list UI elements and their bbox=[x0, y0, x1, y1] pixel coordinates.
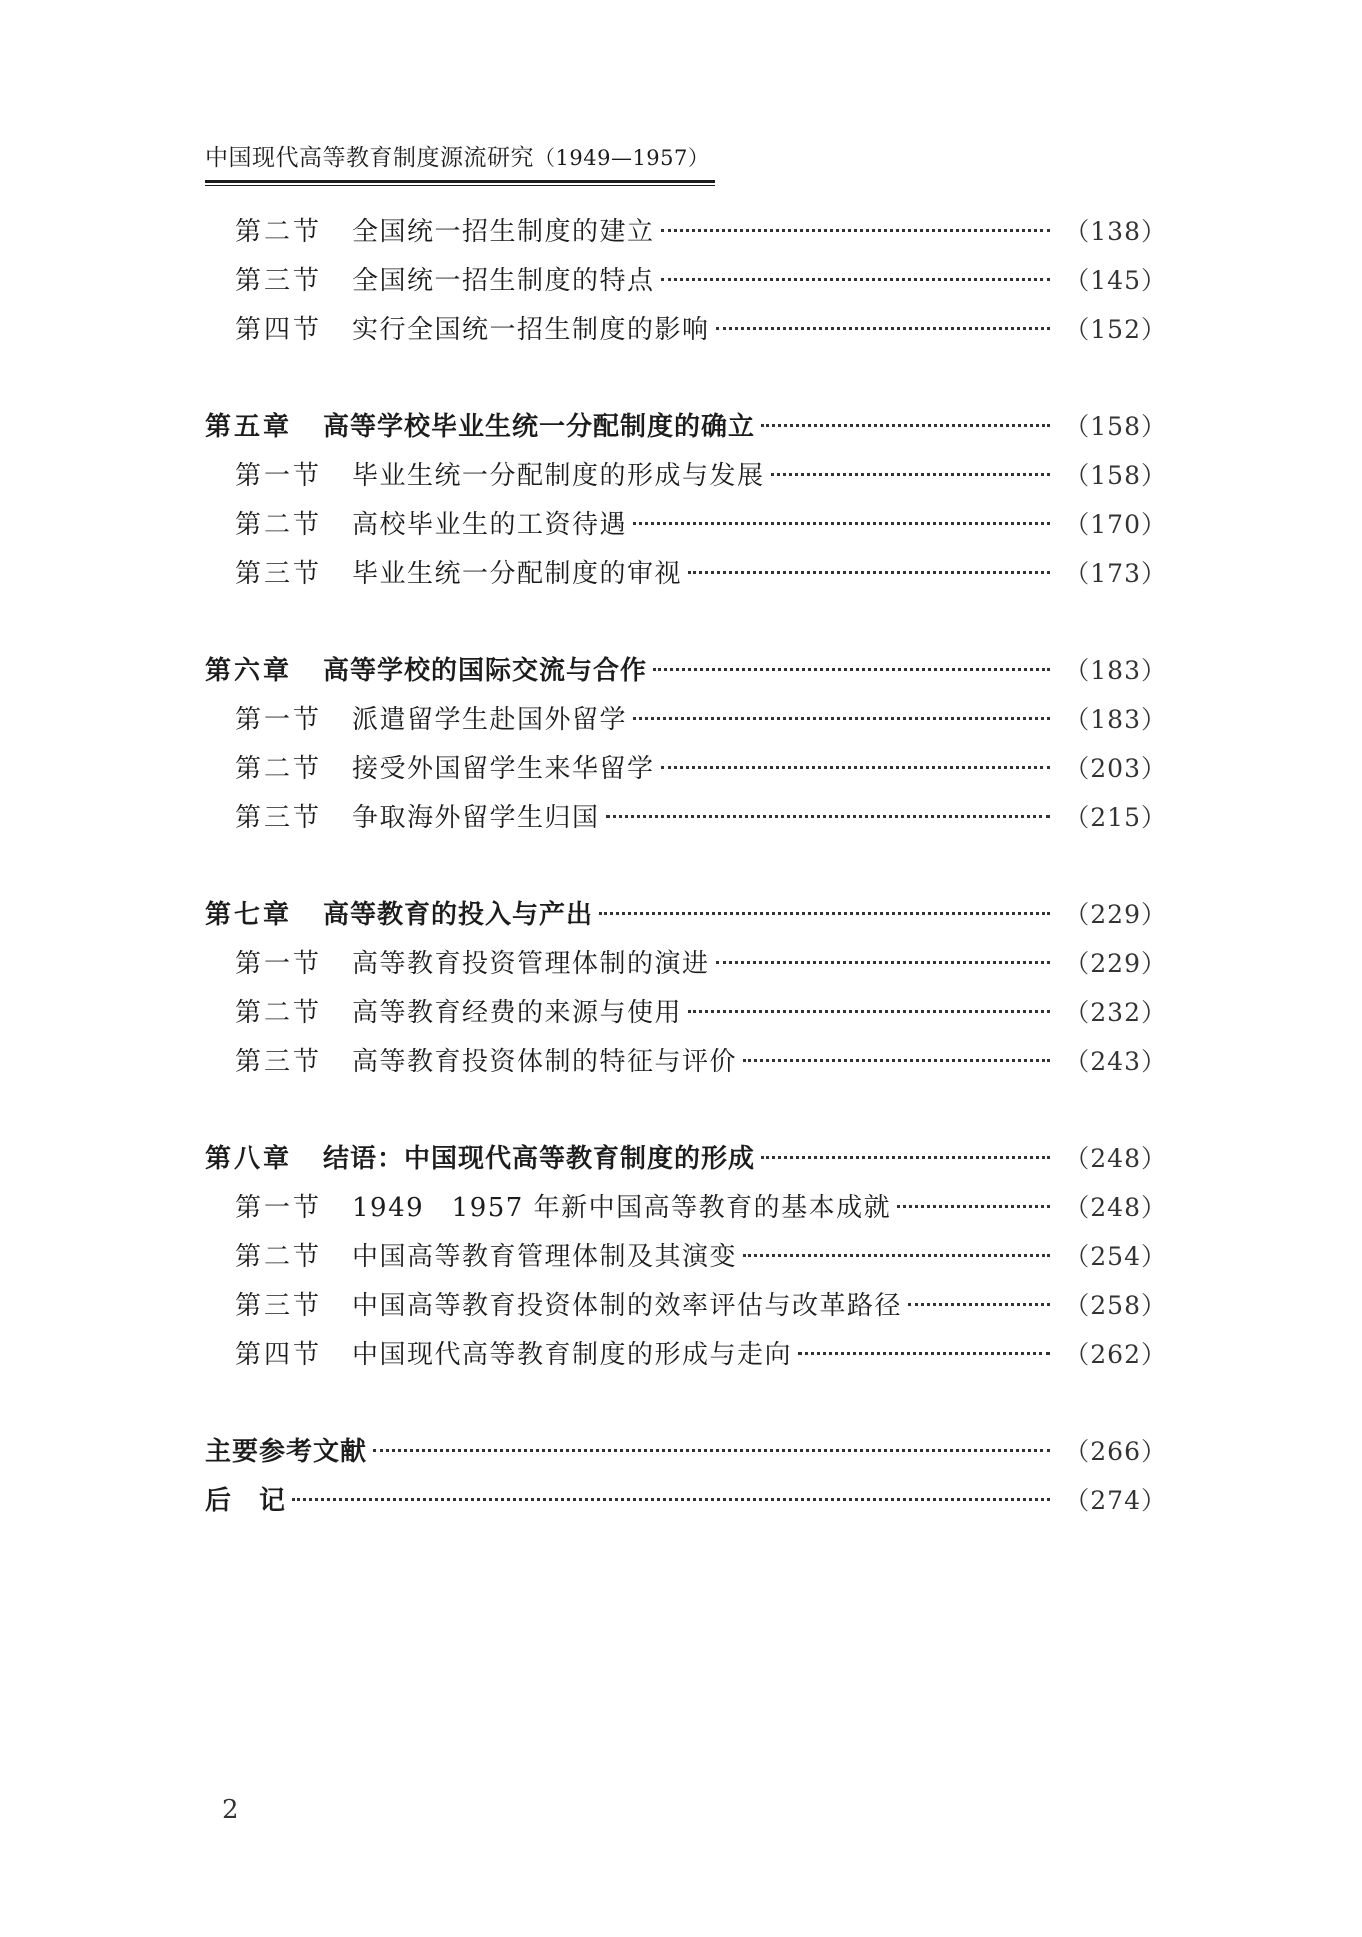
toc-entry-title: 中国现代高等教育制度的形成与走向 bbox=[352, 1340, 793, 1370]
dot-leader bbox=[716, 961, 1051, 964]
toc-chapter-label: 第六章 bbox=[205, 656, 293, 686]
dot-leader bbox=[761, 1156, 1050, 1159]
toc-entry-page: （254） bbox=[1064, 1242, 1167, 1271]
toc-entry[interactable] bbox=[205, 1281, 1167, 1330]
toc-entry[interactable] bbox=[205, 256, 1167, 305]
toc-references-title: 主要参考文献 bbox=[205, 1437, 368, 1467]
toc-entry-page: （232） bbox=[1064, 998, 1167, 1027]
toc-entry-page: （145） bbox=[1064, 266, 1167, 295]
toc-entry-label: 第一节 bbox=[235, 1193, 323, 1223]
toc-chapter-page: （229） bbox=[1064, 900, 1167, 929]
dot-leader bbox=[633, 717, 1050, 720]
toc-chapter-page: （183） bbox=[1064, 656, 1167, 685]
toc-chapter[interactable] bbox=[205, 646, 1167, 695]
toc-entry[interactable] bbox=[205, 305, 1167, 354]
toc-entry-page: （152） bbox=[1064, 315, 1167, 344]
toc-entry-title: 1949 1957 年新中国高等教育的基本成就 bbox=[352, 1193, 892, 1223]
toc-chapter-title: 结语：中国现代高等教育制度的形成 bbox=[323, 1144, 756, 1174]
toc-entry-label: 第二节 bbox=[235, 998, 323, 1028]
book-title bbox=[205, 143, 715, 173]
dot-leader bbox=[897, 1205, 1050, 1208]
toc-entry-title: 高等教育经费的来源与使用 bbox=[352, 998, 683, 1028]
dot-leader bbox=[606, 815, 1051, 818]
toc-entry-label: 第三节 bbox=[235, 803, 323, 833]
toc-entry-title: 毕业生统一分配制度的审视 bbox=[352, 559, 683, 589]
dot-leader bbox=[743, 1059, 1050, 1062]
toc-afterword[interactable] bbox=[205, 1476, 1167, 1525]
dot-leader bbox=[688, 1010, 1050, 1013]
toc-entry-page: （158） bbox=[1064, 461, 1167, 490]
toc-entry[interactable] bbox=[205, 695, 1167, 744]
toc-entry-label: 第一节 bbox=[235, 461, 323, 491]
toc-entry-title: 争取海外留学生归国 bbox=[352, 803, 600, 833]
toc-entry-title: 毕业生统一分配制度的形成与发展 bbox=[352, 461, 765, 491]
toc-entry-page: （243） bbox=[1064, 1047, 1167, 1076]
header-rule-thin bbox=[205, 185, 715, 186]
toc-entry-label: 第三节 bbox=[235, 1291, 323, 1321]
toc-afterword-page: （274） bbox=[1064, 1486, 1167, 1515]
toc-entry-page: （183） bbox=[1064, 705, 1167, 734]
toc-entry-page: （229） bbox=[1064, 949, 1167, 978]
toc-entry-label: 第二节 bbox=[235, 217, 323, 247]
dot-leader bbox=[798, 1352, 1050, 1355]
toc-entry[interactable] bbox=[205, 549, 1167, 598]
toc-references-page: （266） bbox=[1064, 1437, 1167, 1466]
toc-entry-title: 高等教育投资体制的特征与评价 bbox=[352, 1047, 738, 1077]
toc-entry-title: 接受外国留学生来华留学 bbox=[352, 754, 655, 784]
toc-entry-title: 全国统一招生制度的建立 bbox=[352, 217, 655, 247]
toc-chapter-page: （248） bbox=[1064, 1144, 1167, 1173]
toc-entry-label: 第三节 bbox=[235, 266, 323, 296]
toc-entry[interactable] bbox=[205, 1183, 1167, 1232]
toc-entry[interactable] bbox=[205, 744, 1167, 793]
toc-entry-label: 第三节 bbox=[235, 559, 323, 589]
dot-leader bbox=[661, 229, 1051, 232]
toc-references[interactable] bbox=[205, 1427, 1167, 1476]
dot-leader bbox=[761, 424, 1050, 427]
toc-entry-page: （248） bbox=[1064, 1193, 1167, 1222]
toc-entry-page: （258） bbox=[1064, 1291, 1167, 1320]
toc-entry-label: 第二节 bbox=[235, 510, 323, 540]
dot-leader bbox=[716, 327, 1051, 330]
toc-entry[interactable] bbox=[205, 1037, 1167, 1086]
toc-chapter-title: 高等学校毕业生统一分配制度的确立 bbox=[323, 412, 756, 442]
toc-entry-label: 第一节 bbox=[235, 949, 323, 979]
toc-entry-label: 第一节 bbox=[235, 705, 323, 735]
toc-entry-page: （215） bbox=[1064, 803, 1167, 832]
toc-entry-label: 第四节 bbox=[235, 1340, 323, 1370]
toc-chapter[interactable] bbox=[205, 890, 1167, 939]
toc-entry-page: （138） bbox=[1064, 217, 1167, 246]
toc-entry-page: （203） bbox=[1064, 754, 1167, 783]
toc-entry-label: 第四节 bbox=[235, 315, 323, 345]
dot-leader bbox=[599, 912, 1050, 915]
toc-chapter-title: 高等教育的投入与产出 bbox=[323, 900, 594, 930]
toc-entry[interactable] bbox=[205, 939, 1167, 988]
dot-leader bbox=[661, 278, 1051, 281]
page-number: 2 bbox=[222, 1795, 239, 1825]
toc-entry-label: 第二节 bbox=[235, 1242, 323, 1272]
dot-leader bbox=[743, 1254, 1050, 1257]
dot-leader bbox=[661, 766, 1051, 769]
toc-entry-page: （173） bbox=[1064, 559, 1167, 588]
toc-chapter-label: 第七章 bbox=[205, 900, 293, 930]
toc-afterword-title: 后 记 bbox=[205, 1486, 287, 1516]
dot-leader bbox=[908, 1303, 1050, 1306]
toc-entry-title: 实行全国统一招生制度的影响 bbox=[352, 315, 710, 345]
toc-entry-title: 派遣留学生赴国外留学 bbox=[352, 705, 628, 735]
toc-entry-title: 中国高等教育投资体制的效率评估与改革路径 bbox=[352, 1291, 903, 1321]
toc-entry[interactable] bbox=[205, 451, 1167, 500]
toc-entry[interactable] bbox=[205, 793, 1167, 842]
toc-entry-label: 第二节 bbox=[235, 754, 323, 784]
toc-entry[interactable] bbox=[205, 1232, 1167, 1281]
header-rule-thick bbox=[205, 180, 715, 183]
toc-entry-title: 中国高等教育管理体制及其演变 bbox=[352, 1242, 738, 1272]
toc-entry-label: 第三节 bbox=[235, 1047, 323, 1077]
dot-leader bbox=[292, 1498, 1050, 1501]
toc-chapter[interactable] bbox=[205, 1134, 1167, 1183]
running-header bbox=[205, 143, 715, 186]
toc-chapter-label: 第八章 bbox=[205, 1144, 293, 1174]
toc-chapter-label: 第五章 bbox=[205, 412, 293, 442]
dot-leader bbox=[688, 571, 1050, 574]
toc-entry[interactable] bbox=[205, 988, 1167, 1037]
book-title-text: 中国现代高等教育制度源流研究 bbox=[205, 145, 534, 171]
toc-entry[interactable] bbox=[205, 207, 1167, 256]
dot-leader bbox=[633, 522, 1050, 525]
toc-chapter-page: （158） bbox=[1064, 412, 1167, 441]
table-of-contents bbox=[205, 207, 1167, 1525]
toc-entry-page: （170） bbox=[1064, 510, 1167, 539]
toc-entry-title: 高等教育投资管理体制的演进 bbox=[352, 949, 710, 979]
book-years: （1949—1957） bbox=[534, 146, 710, 170]
toc-entry-title: 全国统一招生制度的特点 bbox=[352, 266, 655, 296]
dot-leader bbox=[373, 1449, 1050, 1452]
toc-chapter-title: 高等学校的国际交流与合作 bbox=[323, 656, 648, 686]
toc-chapter[interactable] bbox=[205, 402, 1167, 451]
dot-leader bbox=[771, 473, 1051, 476]
dot-leader bbox=[653, 668, 1050, 671]
toc-entry[interactable] bbox=[205, 500, 1167, 549]
toc-entry-page: （262） bbox=[1064, 1340, 1167, 1369]
toc-entry-title: 高校毕业生的工资待遇 bbox=[352, 510, 628, 540]
toc-entry[interactable] bbox=[205, 1330, 1167, 1379]
